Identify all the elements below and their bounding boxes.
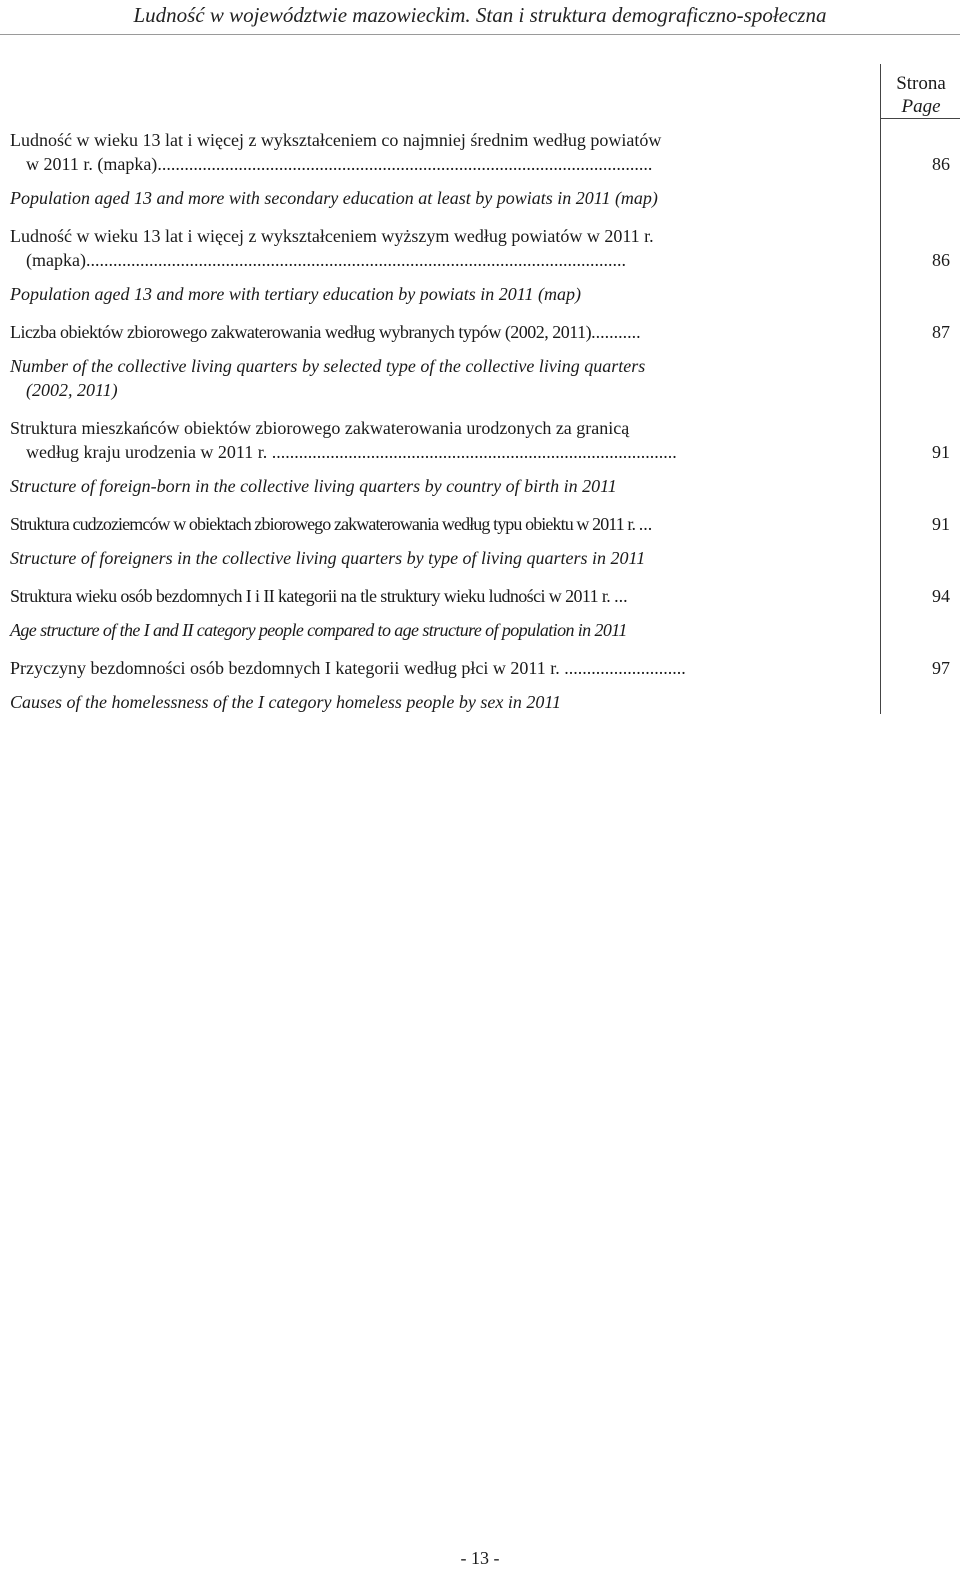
page-column-label-pl: Strona bbox=[896, 73, 946, 94]
toc-entry[interactable] bbox=[10, 224, 960, 306]
entry-title-pl-text: według kraju urodzenia w 2011 r. bbox=[26, 442, 272, 462]
entry-page-number[interactable]: 91 bbox=[932, 442, 950, 462]
page-column-label-en: Page bbox=[901, 96, 941, 117]
entry-title-en-line: (2002, 2011) bbox=[26, 380, 118, 400]
dot-leader: .............................................................................................................. bbox=[157, 154, 653, 174]
dot-leader: ........................................................................................................................ bbox=[85, 250, 626, 270]
entry-title-en: Causes of the homelessness of the I category homeless people by sex in 2011 bbox=[10, 692, 562, 712]
entry-title-pl bbox=[10, 512, 860, 536]
entry-title-pl-line bbox=[10, 248, 860, 272]
page-column-rule bbox=[880, 118, 960, 119]
entry-title-en: Structure of foreigners in the collective living quarters by type of living quarters in 2011 bbox=[10, 548, 646, 568]
entry-title-en: Age structure of the I and II category people compared to age structure of population in 2011 bbox=[10, 620, 627, 640]
entry-title-pl bbox=[10, 224, 860, 272]
dot-leader: ........................... bbox=[564, 658, 686, 678]
entry-title-en bbox=[10, 354, 860, 402]
dot-leader: ........... bbox=[591, 322, 641, 342]
page-number-footer: - 13 - bbox=[460, 1548, 500, 1568]
table-of-figures bbox=[10, 128, 960, 728]
entry-page-number[interactable]: 86 bbox=[932, 250, 950, 270]
entry-title-en: Structure of foreign-born in the collective living quarters by country of birth in 2011 bbox=[10, 476, 617, 496]
entry-title-pl-line: Ludność w wieku 13 lat i więcej z wykształceniem co najmniej średnim według powiatów bbox=[10, 130, 662, 150]
toc-entry[interactable] bbox=[10, 416, 960, 498]
entry-page-number[interactable]: 87 bbox=[932, 322, 950, 342]
entry-title-pl bbox=[10, 656, 860, 680]
toc-entry[interactable] bbox=[10, 128, 960, 210]
entry-title-pl-line bbox=[10, 152, 860, 176]
running-header bbox=[0, 0, 960, 35]
entry-title-pl-line: Ludność w wieku 13 lat i więcej z wykształceniem wyższym według powiatów w 2011 r. bbox=[10, 226, 654, 246]
entry-page-number[interactable]: 94 bbox=[932, 586, 950, 606]
entry-title-en: Population aged 13 and more with secondary education at least by powiats in 2011 (map) bbox=[10, 188, 658, 208]
entry-title-pl-text: Struktura cudzoziemców w obiektach zbiorowego zakwaterowania według typu obiektu w 2011 r. bbox=[10, 514, 639, 534]
running-header-title: Ludność w województwie mazowieckim. Stan i struktura demograficzno-społeczna bbox=[133, 3, 827, 27]
entry-title-pl-line: Struktura mieszkańców obiektów zbiorowego zakwaterowania urodzonych za granicą bbox=[10, 418, 630, 438]
toc-entry[interactable] bbox=[10, 320, 960, 402]
entry-page-number[interactable]: 91 bbox=[932, 514, 950, 534]
entry-title-pl-text: (mapka) bbox=[26, 250, 86, 270]
toc-entry[interactable] bbox=[10, 584, 960, 642]
entry-page-number[interactable]: 97 bbox=[932, 658, 950, 678]
entry-title-pl bbox=[10, 320, 860, 344]
entry-title-pl bbox=[10, 128, 860, 176]
toc-entry[interactable] bbox=[10, 656, 960, 714]
entry-title-pl-text: Liczba obiektów zbiorowego zakwaterowania według wybranych typów (2002, 2011) bbox=[10, 322, 592, 342]
entry-title-pl-line bbox=[10, 440, 860, 464]
dot-leader: ... bbox=[614, 586, 628, 606]
entry-title-pl-text: Przyczyny bezdomności osób bezdomnych I kategorii według płci w 2011 r. bbox=[10, 658, 565, 678]
page-column-header bbox=[882, 72, 960, 118]
entry-title-pl-text: Struktura wieku osób bezdomnych I i II kategorii na tle struktury wieku ludności w 2011 r. bbox=[10, 586, 615, 606]
dot-leader: ... bbox=[638, 514, 653, 534]
entry-title-en: Population aged 13 and more with tertiary education by powiats in 2011 (map) bbox=[10, 284, 581, 304]
entry-title-pl bbox=[10, 416, 860, 464]
entry-title-en-line: Number of the collective living quarters by selected type of the collective living quarters bbox=[10, 356, 646, 376]
entry-title-pl-text: w 2011 r. (mapka) bbox=[26, 154, 158, 174]
dot-leader: .......................................................................................... bbox=[271, 442, 677, 462]
entry-page-number[interactable]: 86 bbox=[932, 154, 950, 174]
toc-entry[interactable] bbox=[10, 512, 960, 570]
entry-title-pl bbox=[10, 584, 860, 608]
